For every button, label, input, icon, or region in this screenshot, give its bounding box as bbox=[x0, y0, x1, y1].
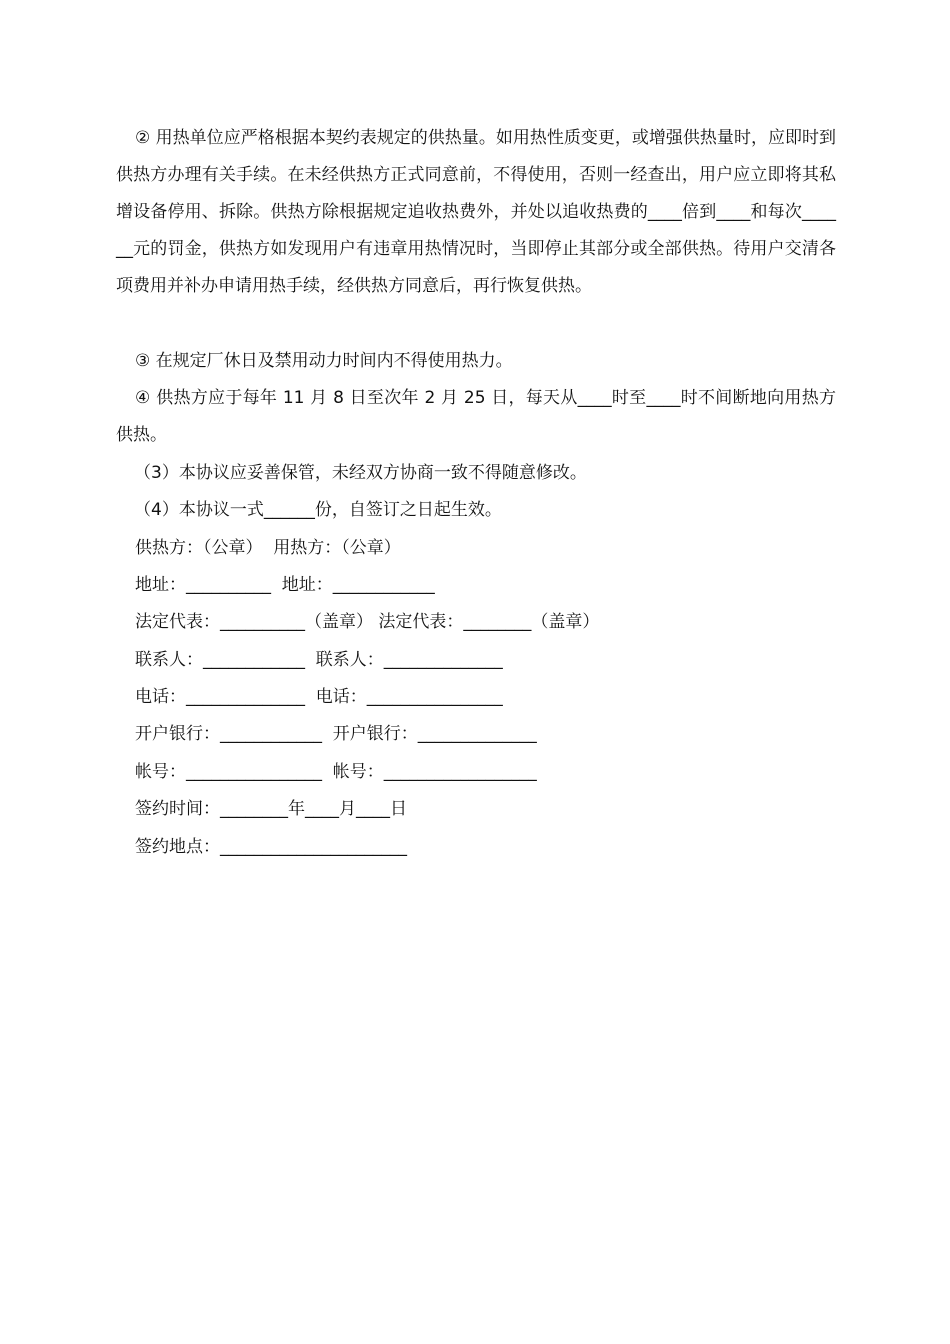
signature-bank-line: 开户银行：____________ 开户银行：______________ bbox=[135, 724, 537, 744]
signature-legal-rep-line: 法定代表：__________（盖章） 法定代表：________（盖章） bbox=[135, 612, 600, 632]
signature-phone-line: 电话：______________ 电话：________________ bbox=[135, 687, 503, 707]
signature-address-line: 地址：__________ 地址：____________ bbox=[135, 575, 435, 595]
signature-parties-line: 供热方：（公章） 用热方：（公章） bbox=[135, 538, 401, 558]
clause-4-paragraph: ④ 供热方应于每年 11 月 8 日至次年 2 月 25 日，每天从____时至____时不间断地向用热方供热。 bbox=[116, 388, 836, 445]
item-4-paragraph: （4）本协议一式______份，自签订之日起生效。 bbox=[134, 500, 502, 520]
signature-contact-line: 联系人：____________ 联系人：______________ bbox=[135, 650, 503, 670]
clause-2-paragraph: ② 用热单位应严格根据本契约表规定的供热量。如用热性质变更，或增强供热量时，应即时到供热方办理有关手续。在未经供热方正式同意前，不得使用，否则一经查出，用户应立即将其私增设备停用、拆除。供热方除根据规定追收热费外，并处以追收热费的____倍到____和每次______元的罚金，供热方如发现用户有违章用热情况时，当即停止其部分或全部供热。待用户交清各项费用并补办申请用热手续，经供热方同意后，再行恢复供热。 bbox=[116, 128, 836, 296]
clause-3-paragraph: ③ 在规定厂休日及禁用动力时间内不得使用热力。 bbox=[135, 351, 513, 371]
item-3-paragraph: （3）本协议应妥善保管，未经双方协商一致不得随意修改。 bbox=[134, 463, 587, 483]
signature-place-line: 签约地点：______________________ bbox=[135, 837, 407, 857]
signature-date-line: 签约时间：________年____月____日 bbox=[135, 799, 407, 819]
signature-account-line: 帐号：________________ 帐号：__________________ bbox=[135, 762, 537, 782]
